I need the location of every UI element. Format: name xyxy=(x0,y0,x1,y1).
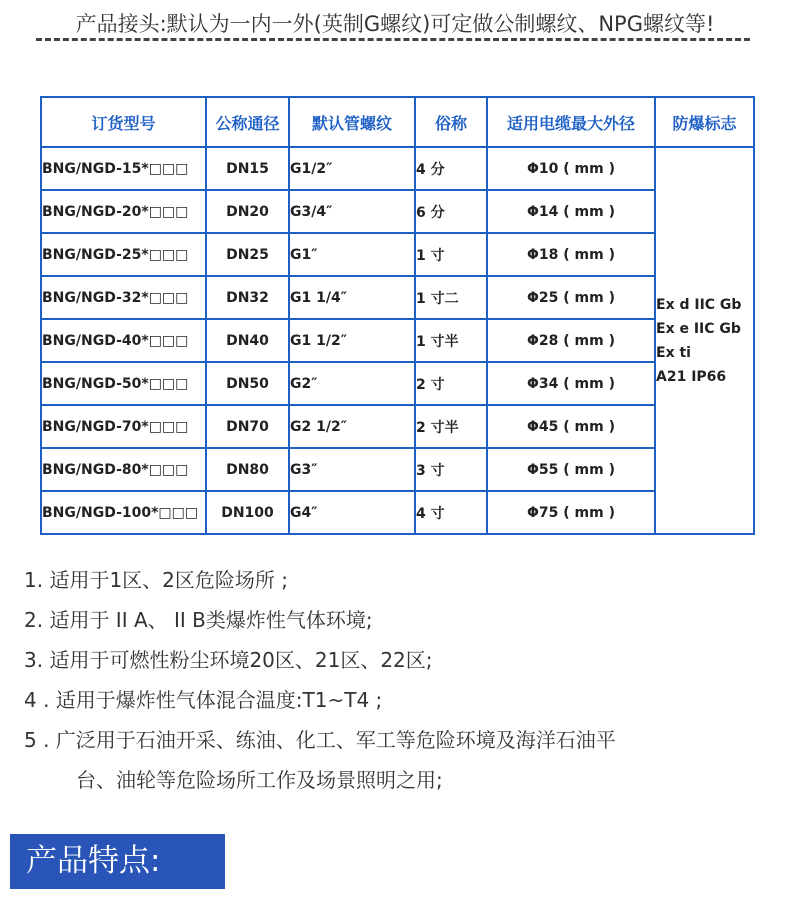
cell-dn: DN20 xyxy=(206,190,289,233)
cell-model: BNG/NGD-32*□□□ xyxy=(41,276,206,319)
ex-marking-line: A21 IP66 xyxy=(656,368,727,385)
ex-marking-line: Ex d IIC Gb xyxy=(656,296,742,313)
table-row xyxy=(41,233,754,276)
spec-table xyxy=(40,96,755,535)
cell-cable: Φ55 ( mm ) xyxy=(487,448,655,491)
cell-thread: G1 1/4″ xyxy=(289,276,415,319)
cell-thread: G3/4″ xyxy=(289,190,415,233)
cell-dn: DN15 xyxy=(206,147,289,190)
cell-ex-marking xyxy=(655,147,754,534)
cell-dn: DN100 xyxy=(206,491,289,534)
table-row xyxy=(41,319,754,362)
note-item: 2. 适用于 II A、 II B类爆炸性气体环境; xyxy=(24,608,373,632)
cell-model: BNG/NGD-80*□□□ xyxy=(41,448,206,491)
table-row xyxy=(41,147,754,190)
cell-alias: 2 寸 xyxy=(415,362,487,405)
cell-model: BNG/NGD-40*□□□ xyxy=(41,319,206,362)
note-item: 4 . 适用于爆炸性气体混合温度:T1~T4 ; xyxy=(24,688,383,712)
cell-model: BNG/NGD-20*□□□ xyxy=(41,190,206,233)
cell-alias: 4 寸 xyxy=(415,491,487,534)
cell-model: BNG/NGD-100*□□□ xyxy=(41,491,206,534)
header-thread: 默认管螺纹 xyxy=(289,97,415,147)
ex-marking-line: Ex e IIC Gb xyxy=(656,320,741,337)
cell-model: BNG/NGD-15*□□□ xyxy=(41,147,206,190)
header-cable: 适用电缆最大外径 xyxy=(487,97,655,147)
cell-dn: DN25 xyxy=(206,233,289,276)
cell-thread: G3″ xyxy=(289,448,415,491)
cell-dn: DN50 xyxy=(206,362,289,405)
cell-dn: DN80 xyxy=(206,448,289,491)
cell-cable: Φ14 ( mm ) xyxy=(487,190,655,233)
ex-marking-line: Ex ti xyxy=(656,344,691,361)
dashed-divider xyxy=(36,38,750,41)
usage-notes xyxy=(24,560,616,800)
cell-dn: DN32 xyxy=(206,276,289,319)
section-title-banner: 产品特点: xyxy=(10,834,225,889)
cell-alias: 1 寸半 xyxy=(415,319,487,362)
cell-alias: 4 分 xyxy=(415,147,487,190)
header-model: 订货型号 xyxy=(41,97,206,147)
connector-note: 产品接头:默认为一内一外(英制G螺纹)可定做公制螺纹、NPG螺纹等! xyxy=(75,12,715,36)
table-header-row xyxy=(41,97,754,147)
note-item-continuation: 台、油轮等危险场所工作及场景照明之用; xyxy=(76,768,443,792)
table-row xyxy=(41,276,754,319)
cell-alias: 1 寸二 xyxy=(415,276,487,319)
cell-thread: G1/2″ xyxy=(289,147,415,190)
cell-alias: 2 寸半 xyxy=(415,405,487,448)
cell-thread: G1″ xyxy=(289,233,415,276)
cell-cable: Φ28 ( mm ) xyxy=(487,319,655,362)
cell-cable: Φ10 ( mm ) xyxy=(487,147,655,190)
cell-alias: 6 分 xyxy=(415,190,487,233)
note-item: 1. 适用于1区、2区危险场所 ; xyxy=(24,568,288,592)
cell-cable: Φ18 ( mm ) xyxy=(487,233,655,276)
cell-thread: G2″ xyxy=(289,362,415,405)
note-item: 3. 适用于可燃性粉尘环境20区、21区、22区; xyxy=(24,648,433,672)
cell-thread: G1 1/2″ xyxy=(289,319,415,362)
cell-model: BNG/NGD-50*□□□ xyxy=(41,362,206,405)
cell-alias: 3 寸 xyxy=(415,448,487,491)
cell-cable: Φ75 ( mm ) xyxy=(487,491,655,534)
table-row xyxy=(41,190,754,233)
header-alias: 俗称 xyxy=(415,97,487,147)
table-row xyxy=(41,448,754,491)
cell-thread: G4″ xyxy=(289,491,415,534)
table-row xyxy=(41,405,754,448)
header-dn: 公称通径 xyxy=(206,97,289,147)
cell-cable: Φ45 ( mm ) xyxy=(487,405,655,448)
cell-dn: DN70 xyxy=(206,405,289,448)
cell-cable: Φ34 ( mm ) xyxy=(487,362,655,405)
table-row xyxy=(41,491,754,534)
cell-model: BNG/NGD-25*□□□ xyxy=(41,233,206,276)
note-item: 5 . 广泛用于石油开采、练油、化工、军工等危险环境及海洋石油平 xyxy=(24,728,616,752)
cell-dn: DN40 xyxy=(206,319,289,362)
cell-alias: 1 寸 xyxy=(415,233,487,276)
cell-cable: Φ25 ( mm ) xyxy=(487,276,655,319)
table-row xyxy=(41,362,754,405)
cell-model: BNG/NGD-70*□□□ xyxy=(41,405,206,448)
header-marking: 防爆标志 xyxy=(655,97,754,147)
cell-thread: G2 1/2″ xyxy=(289,405,415,448)
